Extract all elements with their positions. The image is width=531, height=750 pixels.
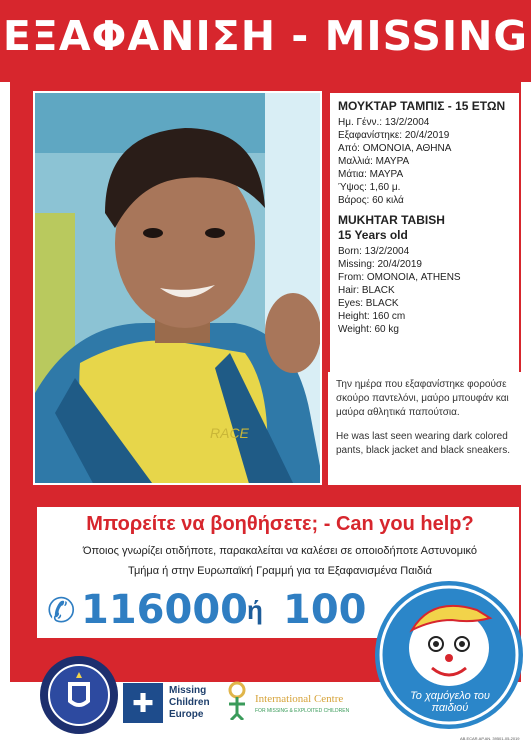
hellenic-police-logo — [38, 654, 120, 736]
greek-from: Από: ΟΜΟΝΟΙΑ, ΑΘΗΝΑ — [338, 143, 452, 154]
english-name: MUKHTAR TABISH — [338, 213, 445, 227]
icmec-name: International Centre — [255, 693, 344, 705]
mce-line3: Europe — [169, 709, 204, 720]
english-age: 15 Years old — [338, 228, 408, 242]
icmec-figure-icon — [221, 680, 253, 720]
greek-missing-date: Εξαφανίστηκε: 20/4/2019 — [338, 130, 450, 141]
greek-height: Ύψος: 1,60 μ. — [338, 182, 401, 193]
icmec-subtitle: FOR MISSING & EXPLOITED CHILDREN — [255, 708, 350, 714]
hotline-number[interactable]: 116000 — [81, 587, 248, 633]
help-title: Μπορείτε να βοηθήσετε; - Can you help? — [86, 513, 474, 535]
description-greek: Την ημέρα που εξαφανίστηκε φορούσε σκούρο παντελόνι, μαύρο μπουφάν και μαύρα αθλητικά παπούτσια. — [336, 379, 509, 418]
icmec-logo — [221, 680, 361, 725]
english-born: Born: 13/2/2004 — [338, 246, 410, 257]
greek-eyes: Μάτια: ΜΑΥΡΑ — [338, 169, 404, 180]
mce-text — [169, 685, 210, 721]
police-seal-icon — [38, 654, 120, 736]
clothing-description — [328, 372, 521, 485]
help-instructions-line1: Όποιος γνωρίζει οτιδήποτε, παρακαλείται να καλέσει σε οποιοδήποτε Αστυνομικό — [82, 545, 478, 557]
description-english: He was last seen wearing dark colored pants, black jacket and black sneakers. — [336, 431, 510, 456]
svg-text:RACE: RACE — [210, 425, 249, 441]
puzzle-icon: ✚ — [123, 683, 163, 723]
greek-name-age: ΜΟΥΚΤΑΡ ΤΑΜΠΙΣ - 15 ΕΤΩΝ — [338, 99, 506, 113]
poster-header — [0, 0, 531, 82]
poster-title: ΕΞΑΦΑΝΙΣΗ - MISSING — [2, 12, 529, 60]
smile-logo-text: Το χαμόγελο του παιδιού — [410, 690, 490, 714]
missing-children-europe-logo — [123, 683, 218, 723]
english-eyes: Eyes: BLACK — [338, 298, 399, 309]
english-missing-date: Missing: 20/4/2019 — [338, 259, 422, 270]
phone-numbers — [47, 587, 407, 633]
police-number[interactable]: 100 — [283, 587, 367, 633]
footnote-code: AB.ECAR.AP.AN. 39501-05-2019 — [460, 736, 520, 741]
greek-hair: Μαλλιά: ΜΑΥΡΑ — [338, 156, 410, 167]
phone-icon: ✆ — [47, 592, 76, 630]
mce-line2: Children — [169, 697, 210, 708]
help-instructions-line2: Τμήμα ή στην Ευρωπαϊκή Γραμμή για τα Εξαφανισμένα Παιδιά — [128, 565, 432, 577]
english-weight: Weight: 60 kg — [338, 324, 399, 335]
greek-weight: Βάρος: 60 κιλά — [338, 195, 404, 206]
phone-or-separator: ή — [247, 595, 263, 625]
mce-line1: Missing — [169, 685, 207, 696]
english-hair: Hair: BLACK — [338, 285, 395, 296]
child-photo — [33, 91, 322, 485]
english-from: From: ΟΜΟΝΟΙΑ, ATHENS — [338, 272, 461, 283]
greek-born: Ημ. Γένν.: 13/2/2004 — [338, 117, 430, 128]
english-height: Height: 160 cm — [338, 311, 406, 322]
child-photo-image — [35, 93, 322, 485]
